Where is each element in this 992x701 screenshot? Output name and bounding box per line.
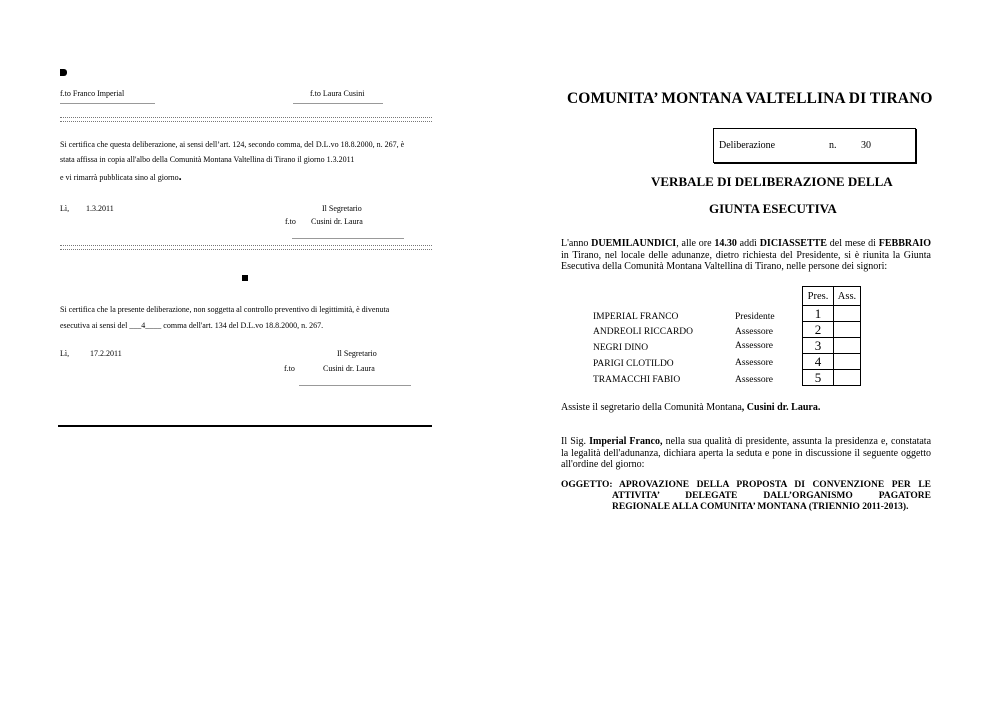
cert2-place: Lì, <box>60 349 70 358</box>
pres-cell: 3 <box>803 338 834 354</box>
member-name: IMPERIAL FRANCO <box>593 312 679 322</box>
ass-cell <box>834 370 861 386</box>
member-name: NEGRI DINO <box>593 343 649 353</box>
cert1-date: 1.3.2011 <box>86 204 114 213</box>
pres-cell: 1 <box>803 306 834 322</box>
bullet-icon <box>60 69 67 76</box>
member-name: TRAMACCHI FABIO <box>593 375 681 385</box>
member-role: Assessore <box>735 341 773 351</box>
cert2-signature-line <box>299 385 411 386</box>
cert2-signer: Cusini dr. Laura <box>323 364 375 373</box>
page-title: COMUNITA’ MONTANA VALTELLINA DI TIRANO <box>567 90 933 107</box>
member-name: PARIGI CLOTILDO <box>593 359 674 369</box>
member-role: Presidente <box>735 312 775 322</box>
cert2-line2: esecutiva ai sensi del ___4____ comma dell'art. 134 del D.L.vo 18.8.2000, n. 267. <box>60 321 324 330</box>
signature-franco-imperial: f.to Franco Imperial <box>60 89 125 98</box>
pres-cell: 2 <box>803 322 834 338</box>
deliberation-label: Deliberazione <box>719 140 776 151</box>
verbale-heading-2: GIUNTA ESECUTIVA <box>709 201 837 216</box>
oggetto-line-2: ATTIVITA’ DELEGATE DALL’ORGANISMO PAGATORE <box>612 491 931 501</box>
member-name: ANDREOLI RICCARDO <box>593 327 694 337</box>
attendance-table <box>802 286 861 386</box>
oggetto-line-1: APROVAZIONE DELLA PROPOSTA DI CONVENZIONE PER LE <box>619 480 931 490</box>
header-ass: Ass. <box>834 287 861 306</box>
ass-cell <box>834 322 861 338</box>
presidency-paragraph: Il Sig. Imperial Franco, nella sua qualità di presidente, assunta la presidenza e, constatata la legalità dell'adunanza, dichiara aperta la seduta e pone in discussione il seguente oggetto all'ordine del giorno: <box>561 436 932 470</box>
separator-line <box>60 117 432 122</box>
pres-cell: 5 <box>803 370 834 386</box>
cert1-line1: Si certifica che questa deliberazione, ai sensi dell’art. 124, secondo comma, del D.L.vo 18.8.2000, n. 267, è <box>60 140 405 149</box>
member-role: Assessore <box>735 375 773 385</box>
oggetto-label: OGGETTO: <box>561 480 613 490</box>
cert1-line2: stata affissa in copia all'albo della Comunità Montana Valtellina di Tirano il giorno 1.3.2011 <box>60 155 355 164</box>
attendance-header-row <box>803 287 861 306</box>
cert2-date: 17.2.2011 <box>90 349 122 358</box>
attendance-row <box>803 354 861 370</box>
deliberation-n-label: n. <box>829 140 837 151</box>
secretary-statement: Assiste il segretario della Comunità Montana, Cusini dr. Laura. <box>561 402 821 413</box>
bullet-icon <box>242 275 248 281</box>
attendance-row <box>803 322 861 338</box>
attendance-row <box>803 306 861 322</box>
attendance-row <box>803 338 861 354</box>
deliberation-box <box>713 128 916 163</box>
verbale-heading-1: VERBALE DI DELIBERAZIONE DELLA <box>651 174 893 189</box>
bottom-rule <box>58 425 432 427</box>
ass-cell <box>834 354 861 370</box>
cert1-line3: e vi rimarrà pubblicata sino al giorno. <box>60 169 182 183</box>
intro-paragraph: L'anno DUEMILAUNDICI, alle ore 14.30 addì DICIASSETTE del mese di FEBBRAIO in Tirano, nel locale delle adunanze, dietro richiesta del Presidente, si è riunita la Giunta Esecutiva della Comunità Montana Valtellina di Tirano, nelle persone dei signori: <box>561 238 932 272</box>
cert2-role: Il Segretario <box>337 349 377 358</box>
cert2-line1: Si certifica che la presente deliberazione, non soggetta al controllo preventivo di legittimità, è divenuta <box>60 305 390 314</box>
attendance-row <box>803 370 861 386</box>
cert1-signature-line <box>292 238 404 239</box>
cert1-signer: Cusini dr. Laura <box>311 217 363 226</box>
signature-line-1 <box>60 103 155 104</box>
ass-cell <box>834 306 861 322</box>
separator-line <box>60 245 432 250</box>
deliberation-number: 30 <box>861 140 871 151</box>
cert1-role: Il Segretario <box>322 204 362 213</box>
member-role: Assessore <box>735 327 773 337</box>
ass-cell <box>834 338 861 354</box>
cert1-fto: f.to <box>285 217 296 226</box>
cert2-fto: f.to <box>284 364 295 373</box>
cert1-place: Lì, <box>60 204 70 213</box>
member-role: Assessore <box>735 358 773 368</box>
signature-line-2 <box>293 103 383 104</box>
pres-cell: 4 <box>803 354 834 370</box>
oggetto-line-3: REGIONALE ALLA COMUNITA’ MONTANA (TRIENNIO 2011-2013). <box>612 502 909 512</box>
header-pres: Pres. <box>803 287 834 306</box>
signature-laura-cusini: f.to Laura Cusini <box>310 89 365 98</box>
